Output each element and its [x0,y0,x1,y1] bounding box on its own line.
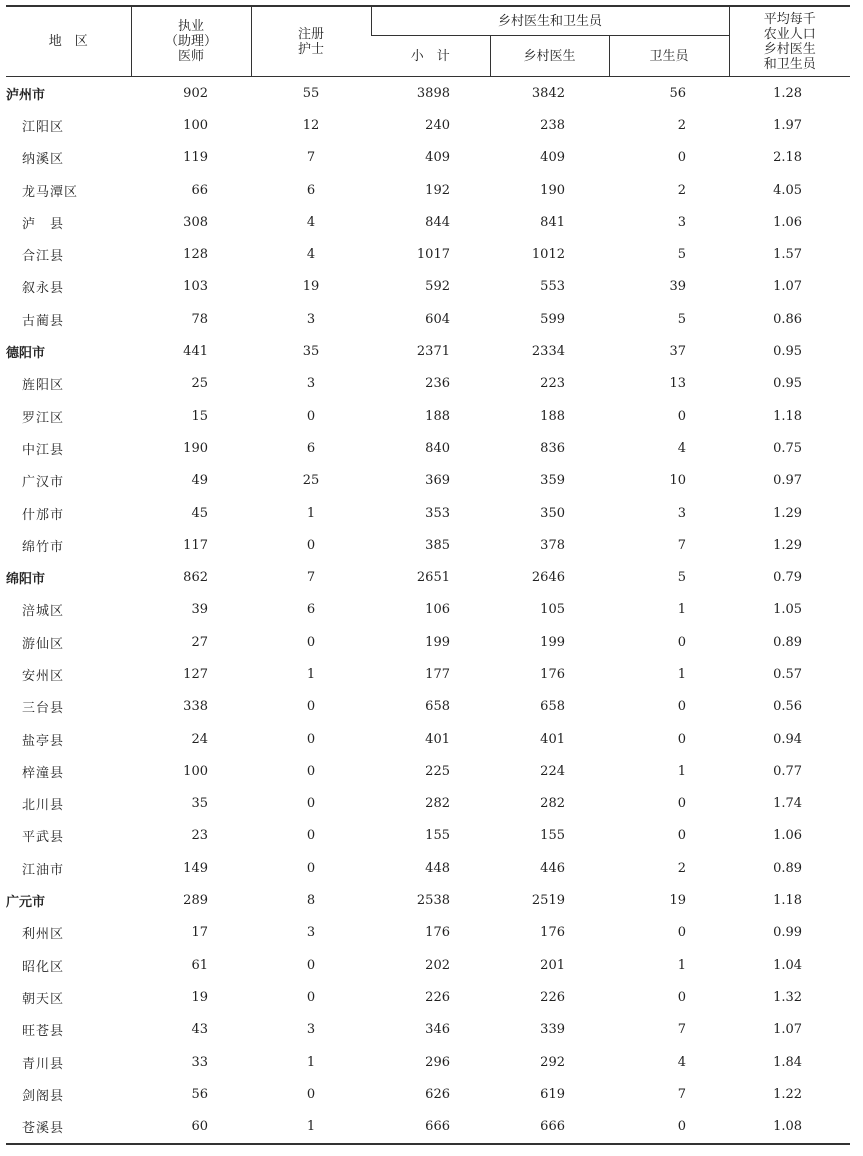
cell-doctors: 127 [183,666,208,682]
county-row [6,755,850,787]
cell-nurses: 8 [306,893,316,909]
cell-per-thousand: 0.57 [773,666,803,682]
cell-nurses: 55 [302,85,320,101]
cell-village-doctors: 190 [540,182,565,198]
cell-doctors: 308 [183,214,208,230]
cell-nurses: 6 [306,602,316,618]
cell-health-workers: 1 [677,666,687,682]
county-row [6,1078,850,1110]
cell-nurses: 4 [306,247,316,263]
cell-village-doctors: 409 [540,150,565,166]
cell-subtotal: 369 [425,473,450,489]
cell-subtotal: 346 [425,1022,450,1038]
cell-nurses: 7 [306,150,316,166]
cell-village-doctors: 836 [540,440,565,456]
cell-per-thousand: 0.56 [773,699,803,715]
cell-health-workers: 0 [677,634,687,650]
cell-doctors: 119 [183,150,208,166]
cell-health-workers: 1 [677,763,687,779]
cell-subtotal: 658 [425,699,450,715]
cell-region: 平武县 [22,830,65,846]
cell-subtotal: 225 [425,763,450,779]
cell-region: 朝天区 [22,991,65,1007]
county-row [6,949,850,981]
cell-subtotal: 592 [425,279,450,295]
cell-doctors: 49 [191,473,208,489]
county-row [6,594,850,626]
cell-subtotal: 192 [425,182,450,198]
county-row [6,174,850,206]
county-row [6,723,850,755]
cell-doctors: 338 [183,699,208,715]
county-row [6,981,850,1013]
cell-village-doctors: 359 [540,473,565,489]
cell-nurses: 0 [306,828,316,844]
header-per-thousand-line: 农业人口 [763,26,816,42]
cell-village-doctors: 599 [540,311,565,327]
cell-village-doctors: 1012 [531,247,565,263]
cell-nurses: 7 [306,570,316,586]
cell-region: 什邡市 [22,507,65,523]
cell-nurses: 1 [306,1054,316,1070]
cell-region: 江阳区 [22,119,65,135]
cell-region: 泸州市 [6,87,46,103]
cell-region: 泸 县 [22,216,65,232]
header-nurses [251,6,371,77]
cell-per-thousand: 0.77 [773,763,803,779]
cell-doctors: 441 [183,344,208,360]
cell-subtotal: 188 [425,408,450,424]
cell-region: 三台县 [22,701,65,717]
cell-per-thousand: 0.99 [773,925,803,941]
cell-nurses: 35 [302,344,320,360]
cell-per-thousand: 1.06 [773,828,803,844]
cell-region: 纳溪区 [22,152,65,168]
cell-village-doctors: 619 [540,1086,565,1102]
cell-village-doctors: 350 [540,505,565,521]
cell-doctors: 43 [191,1022,208,1038]
cell-per-thousand: 1.07 [773,1022,803,1038]
cell-per-thousand: 0.89 [773,860,803,876]
cell-nurses: 1 [306,666,316,682]
cell-subtotal: 448 [425,860,450,876]
table-body [6,77,850,1144]
cell-doctors: 19 [191,989,208,1005]
cell-subtotal: 2371 [416,344,450,360]
cell-doctors: 61 [191,957,208,973]
header-region: 地 区 [48,34,88,49]
county-row [6,238,850,270]
cell-health-workers: 2 [677,117,687,133]
county-row [6,529,850,561]
cell-village-doctors: 238 [540,117,565,133]
cell-village-doctors: 2334 [531,344,565,360]
cell-nurses: 0 [306,731,316,747]
cell-doctors: 33 [191,1054,208,1070]
cell-region: 德阳市 [6,346,46,362]
cell-village-doctors: 2519 [531,893,565,909]
city-row [6,561,850,593]
county-row [6,917,850,949]
cell-health-workers: 2 [677,860,687,876]
cell-per-thousand: 1.84 [773,1054,803,1070]
statistics-table-container [6,5,850,1145]
header-doctors-line: 执业 [177,19,204,34]
cell-subtotal: 1017 [416,247,450,263]
header-doctors [131,6,251,77]
cell-village-doctors: 553 [540,279,565,295]
cell-doctors: 190 [183,440,208,456]
county-row [6,109,850,141]
cell-per-thousand: 2.18 [773,150,803,166]
cell-village-doctors: 378 [540,537,565,553]
cell-health-workers: 0 [677,828,687,844]
cell-per-thousand: 1.74 [773,796,803,812]
cell-nurses: 1 [306,1119,316,1135]
cell-region: 青川县 [22,1056,65,1072]
cell-health-workers: 4 [677,1054,687,1070]
cell-subtotal: 840 [425,440,450,456]
cell-subtotal: 844 [425,214,450,230]
cell-region: 叙永县 [22,281,65,297]
cell-health-workers: 7 [677,537,687,553]
header-per-thousand-line: 和卫生员 [763,56,816,72]
cell-doctors: 60 [191,1119,208,1135]
cell-doctors: 17 [191,925,208,941]
cell-per-thousand: 0.75 [773,440,803,456]
cell-health-workers: 0 [677,731,687,747]
cell-village-doctors: 658 [540,699,565,715]
cell-nurses: 6 [306,182,316,198]
cell-per-thousand: 1.57 [773,247,803,263]
city-row [6,335,850,367]
county-row [6,788,850,820]
county-row [6,658,850,690]
cell-village-doctors: 224 [540,763,565,779]
cell-nurses: 0 [306,796,316,812]
cell-region: 合江县 [22,249,65,265]
county-row [6,626,850,658]
cell-subtotal: 604 [425,311,450,327]
cell-health-workers: 0 [677,150,687,166]
cell-subtotal: 226 [425,989,450,1005]
cell-per-thousand: 0.95 [773,376,803,392]
county-row [6,303,850,335]
cell-region: 古蔺县 [22,313,65,329]
city-row [6,884,850,916]
cell-subtotal: 409 [425,150,450,166]
cell-doctors: 45 [191,505,208,521]
cell-village-doctors: 176 [540,925,565,941]
cell-per-thousand: 1.18 [773,893,803,909]
cell-village-doctors: 292 [540,1054,565,1070]
cell-per-thousand: 0.86 [773,311,803,327]
cell-doctors: 100 [183,117,208,133]
cell-subtotal: 202 [425,957,450,973]
cell-per-thousand: 1.29 [773,537,803,553]
cell-region: 苍溪县 [22,1121,65,1137]
header-village-group: 乡村医生和卫生员 [371,6,729,36]
cell-village-doctors: 155 [540,828,565,844]
city-row [6,77,850,110]
cell-health-workers: 19 [669,893,687,909]
cell-doctors: 149 [183,860,208,876]
cell-region: 北川县 [22,798,65,814]
cell-village-doctors: 226 [540,989,565,1005]
cell-per-thousand: 1.29 [773,505,803,521]
cell-per-thousand: 0.95 [773,344,803,360]
county-row [6,497,850,529]
cell-region: 昭化区 [22,959,65,975]
cell-subtotal: 106 [425,602,450,618]
cell-village-doctors: 339 [540,1022,565,1038]
cell-subtotal: 296 [425,1054,450,1070]
cell-per-thousand: 0.94 [773,731,803,747]
cell-doctors: 128 [183,247,208,263]
header-per-thousand-line: 平均每千 [763,11,816,27]
cell-health-workers: 0 [677,699,687,715]
cell-per-thousand: 0.79 [773,570,803,586]
county-row [6,368,850,400]
cell-subtotal: 240 [425,117,450,133]
cell-nurses: 6 [306,440,316,456]
cell-nurses: 3 [306,925,316,941]
county-row [6,691,850,723]
cell-health-workers: 0 [677,989,687,1005]
cell-nurses: 19 [302,279,320,295]
cell-health-workers: 0 [677,1119,687,1135]
cell-nurses: 0 [306,408,316,424]
cell-subtotal: 199 [425,634,450,650]
cell-per-thousand: 1.97 [773,117,803,133]
cell-region: 旌阳区 [22,378,65,394]
rural-medical-staff-table [6,5,850,1145]
cell-health-workers: 13 [669,376,687,392]
cell-nurses: 3 [306,376,316,392]
cell-health-workers: 7 [677,1086,687,1102]
cell-nurses: 3 [306,1022,316,1038]
cell-per-thousand: 0.89 [773,634,803,650]
cell-village-doctors: 188 [540,408,565,424]
county-row [6,465,850,497]
header-subtotal: 小 计 [371,36,490,77]
cell-nurses: 0 [306,1086,316,1102]
cell-per-thousand: 1.22 [773,1086,803,1102]
cell-village-doctors: 199 [540,634,565,650]
cell-health-workers: 3 [677,505,687,521]
cell-subtotal: 236 [425,376,450,392]
cell-health-workers: 5 [677,247,687,263]
county-row [6,400,850,432]
county-row [6,206,850,238]
cell-doctors: 117 [183,537,208,553]
cell-health-workers: 2 [677,182,687,198]
cell-doctors: 39 [191,602,208,618]
cell-health-workers: 7 [677,1022,687,1038]
cell-region: 安州区 [22,668,65,684]
header-nurses-line: 注册 [297,26,324,42]
header-health-workers: 卫生员 [609,36,729,77]
cell-village-doctors: 841 [540,214,565,230]
cell-health-workers: 5 [677,311,687,327]
cell-per-thousand: 1.08 [773,1119,803,1135]
cell-subtotal: 626 [425,1086,450,1102]
cell-nurses: 25 [302,473,320,489]
cell-nurses: 0 [306,860,316,876]
cell-nurses: 3 [306,311,316,327]
cell-region: 旺苍县 [22,1024,65,1040]
cell-nurses: 0 [306,634,316,650]
cell-health-workers: 39 [669,279,687,295]
cell-doctors: 66 [191,182,208,198]
cell-region: 广元市 [6,895,46,911]
cell-per-thousand: 1.07 [773,279,803,295]
cell-doctors: 25 [191,376,208,392]
cell-nurses: 0 [306,957,316,973]
cell-doctors: 78 [191,311,208,327]
header-per-thousand-line: 乡村医生 [763,41,816,57]
cell-doctors: 862 [183,570,208,586]
cell-village-doctors: 2646 [531,570,565,586]
cell-village-doctors: 201 [540,957,565,973]
cell-health-workers: 37 [669,344,687,360]
cell-village-doctors: 666 [540,1119,565,1135]
cell-region: 利州区 [22,927,65,943]
cell-nurses: 1 [306,505,316,521]
cell-subtotal: 401 [425,731,450,747]
cell-region: 中江县 [22,442,65,458]
cell-health-workers: 10 [669,473,687,489]
cell-region: 盐亭县 [22,733,65,749]
cell-subtotal: 3898 [416,85,450,101]
cell-region: 梓潼县 [22,765,65,781]
cell-village-doctors: 282 [540,796,565,812]
cell-region: 剑阁县 [22,1088,65,1104]
county-row [6,1014,850,1046]
cell-per-thousand: 1.04 [773,957,803,973]
cell-subtotal: 282 [425,796,450,812]
cell-nurses: 0 [306,537,316,553]
cell-health-workers: 0 [677,796,687,812]
county-row [6,852,850,884]
cell-doctors: 24 [191,731,208,747]
cell-per-thousand: 1.06 [773,214,803,230]
county-row [6,432,850,464]
cell-village-doctors: 401 [540,731,565,747]
cell-health-workers: 1 [677,602,687,618]
header-nurses-line: 护士 [297,41,324,57]
cell-region: 罗江区 [22,410,65,426]
cell-doctors: 23 [191,828,208,844]
county-row [6,1111,850,1144]
table-header [6,6,850,77]
county-row [6,271,850,303]
cell-doctors: 15 [191,408,208,424]
cell-region: 涪城区 [22,604,65,620]
cell-health-workers: 0 [677,408,687,424]
header-village-doctors: 乡村医生 [490,36,609,77]
cell-nurses: 0 [306,699,316,715]
cell-region: 龙马潭区 [22,184,79,200]
cell-doctors: 289 [183,893,208,909]
cell-village-doctors: 3842 [531,85,565,101]
cell-village-doctors: 105 [540,602,565,618]
header-doctors-line: 医师 [177,49,204,64]
cell-health-workers: 4 [677,440,687,456]
cell-nurses: 12 [302,117,320,133]
cell-doctors: 35 [191,796,208,812]
cell-health-workers: 5 [677,570,687,586]
cell-health-workers: 1 [677,957,687,973]
cell-village-doctors: 446 [540,860,565,876]
cell-subtotal: 2538 [416,893,450,909]
cell-per-thousand: 1.18 [773,408,803,424]
cell-nurses: 0 [306,763,316,779]
cell-subtotal: 353 [425,505,450,521]
cell-nurses: 4 [306,214,316,230]
cell-region: 江油市 [22,862,65,878]
cell-subtotal: 385 [425,537,450,553]
cell-subtotal: 155 [425,828,450,844]
cell-health-workers: 56 [669,85,687,101]
cell-per-thousand: 1.28 [773,85,803,101]
cell-nurses: 0 [306,989,316,1005]
header-doctors-line: （助理） [164,34,217,49]
cell-health-workers: 0 [677,925,687,941]
cell-per-thousand: 1.32 [773,989,803,1005]
cell-subtotal: 177 [425,666,450,682]
cell-region: 游仙区 [22,636,65,652]
cell-per-thousand: 0.97 [773,473,803,489]
cell-region: 绵竹市 [22,539,65,555]
county-row [6,1046,850,1078]
cell-village-doctors: 223 [540,376,565,392]
cell-region: 绵阳市 [6,572,46,588]
cell-region: 广汉市 [22,475,65,491]
cell-doctors: 27 [191,634,208,650]
cell-doctors: 902 [183,85,208,101]
county-row [6,820,850,852]
header-per-thousand [729,6,850,77]
cell-subtotal: 2651 [416,570,450,586]
cell-health-workers: 3 [677,214,687,230]
cell-per-thousand: 4.05 [773,182,803,198]
cell-subtotal: 666 [425,1119,450,1135]
cell-subtotal: 176 [425,925,450,941]
cell-doctors: 100 [183,763,208,779]
cell-doctors: 103 [183,279,208,295]
county-row [6,142,850,174]
cell-per-thousand: 1.05 [773,602,803,618]
cell-doctors: 56 [191,1086,208,1102]
cell-village-doctors: 176 [540,666,565,682]
